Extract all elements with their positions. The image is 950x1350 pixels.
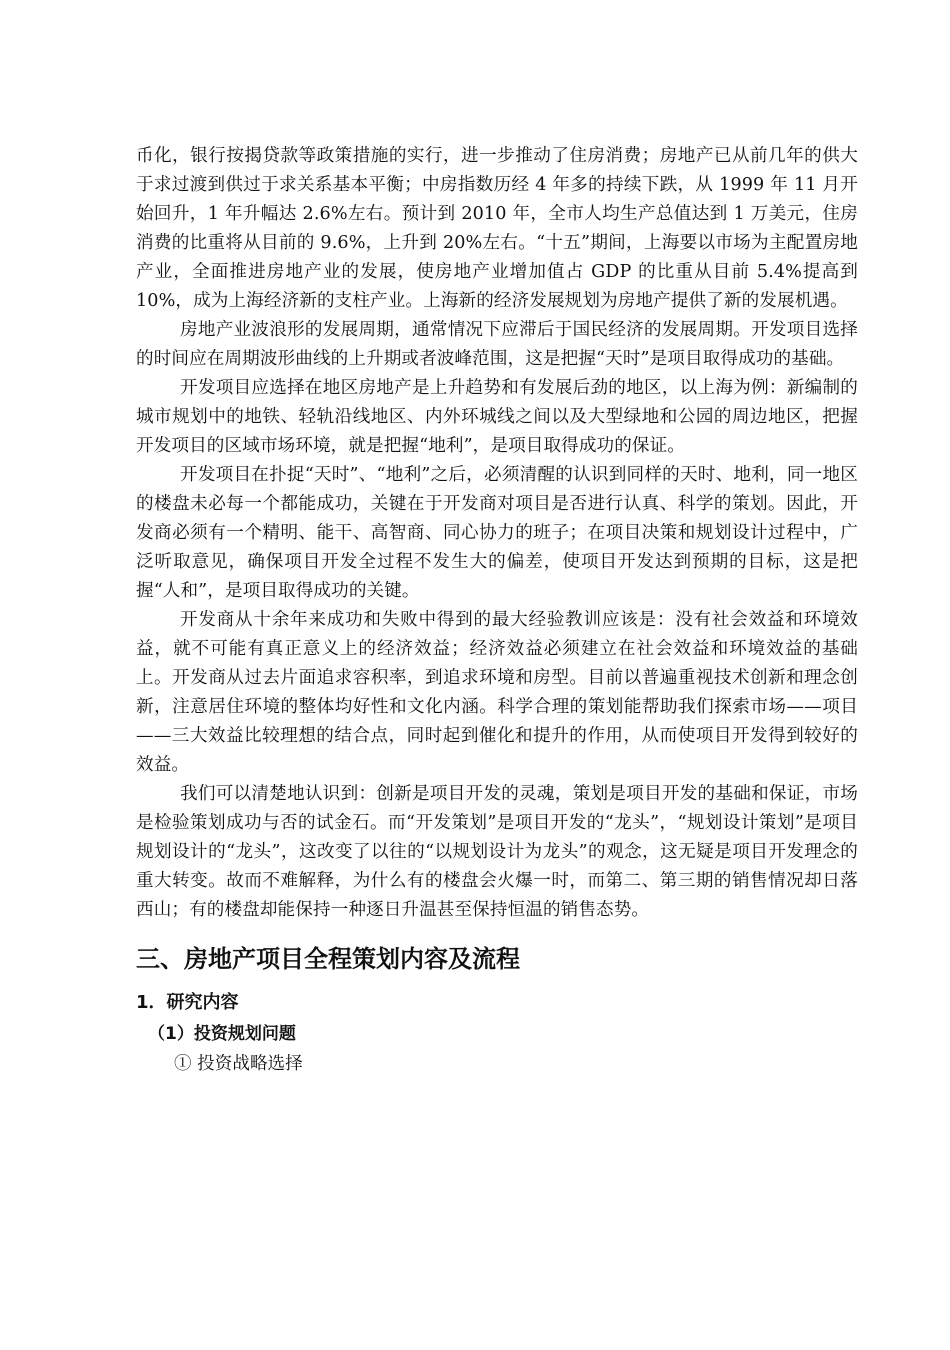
list-item: ① 投资战略选择 [174, 1054, 303, 1074]
section-heading: 三、房地产项目全程策划内容及流程 [136, 945, 520, 973]
paragraph-benefits: 开发商从十余年来成功和失败中得到的最大经验教训应该是：没有社会效益和环境效益，就不可能有真正意义上的经济效益；经济效益必须建立在社会效益和环境效益的基础上。开发商从过去片面追求容积率，到追求环境和房型。目前以普遍重视技术创新和理念创新，注意居住环境的整体均好性和文化内涵。科学合理的策划能帮助我们探索市场——项目——三大效益比较理想的结合点，同时起到催化和提升的作用，从而使项目开发得到较好的效益。 [136, 610, 858, 775]
paragraph-innovation: 我们可以清楚地认识到：创新是项目开发的灵魂，策划是项目开发的基础和保证，市场是检验策划成功与否的试金石。而“开发策划”是项目开发的“龙头”，“规划设计策划”是项目规划设计的“龙头”，这改变了以往的“以规划设计为龙头”的观念，这无疑是项目开发理念的重大转变。故而不难解释，为什么有的楼盘会火爆一时，而第二、第三期的销售情况却日落西山；有的楼盘却能保持一种逐日升温甚至保持恒温的销售态势。 [136, 784, 858, 920]
paragraph-development-cycle: 房地产业波浪形的发展周期，通常情况下应滞后于国民经济的发展周期。开发项目选择的时间应在周期波形曲线的上升期或者波峰范围，这是把握“天时”是项目取得成功的基础。 [136, 320, 858, 369]
document-body [136, 142, 858, 1079]
paragraph-planning-team: 开发项目在扑捉“天时”、“地利”之后，必须清醒的认识到同样的天时、地利，同一地区的楼盘未必每一个都能成功，关键在于开发商对项目是否进行认真、科学的策划。因此，开发商必须有一个精明、能干、高智商、同心协力的班子；在项目决策和规划设计过程中，广泛听取意见，确保项目开发全过程不发生大的偏差，使项目开发达到预期的目标，这是把握“人和”，是项目取得成功的关键。 [136, 465, 858, 601]
subsub-heading: （1）投资规划问题 [148, 1024, 296, 1044]
sub-heading: 1．研究内容 [136, 992, 239, 1013]
paragraph-location: 开发项目应选择在地区房地产是上升趋势和有发展后劲的地区，以上海为例：新编制的城市规划中的地铁、轻轨沿线地区、内外环城线之间以及大型绿地和公园的周边地区，把握开发项目的区域市场环境，就是把握“地利”，是项目取得成功的保证。 [136, 378, 858, 456]
paragraph-continuation: 币化，银行按揭贷款等政策措施的实行，进一步推动了住房消费；房地产已从前几年的供大于求过渡到供过于求关系基本平衡；中房指数历经 4 年多的持续下跌，从 1999 年 11 月开始回升，1 年升幅达 2.6%左右。预计到 2010 年，全市人均生产总值达到 1 万美元，住房消费的比重将从目前的 9.6%，上升到 20%左右。“十五”期间，上海要以市场为主配置房地产业，全面推进房地产业的发展，使房地产业增加值占 GDP 的比重从目前 5.4%提高到 10%，成为上海经济新的支柱产业。上海新的经济发展规划为房地产提供了新的发展机遇。 [136, 146, 858, 311]
